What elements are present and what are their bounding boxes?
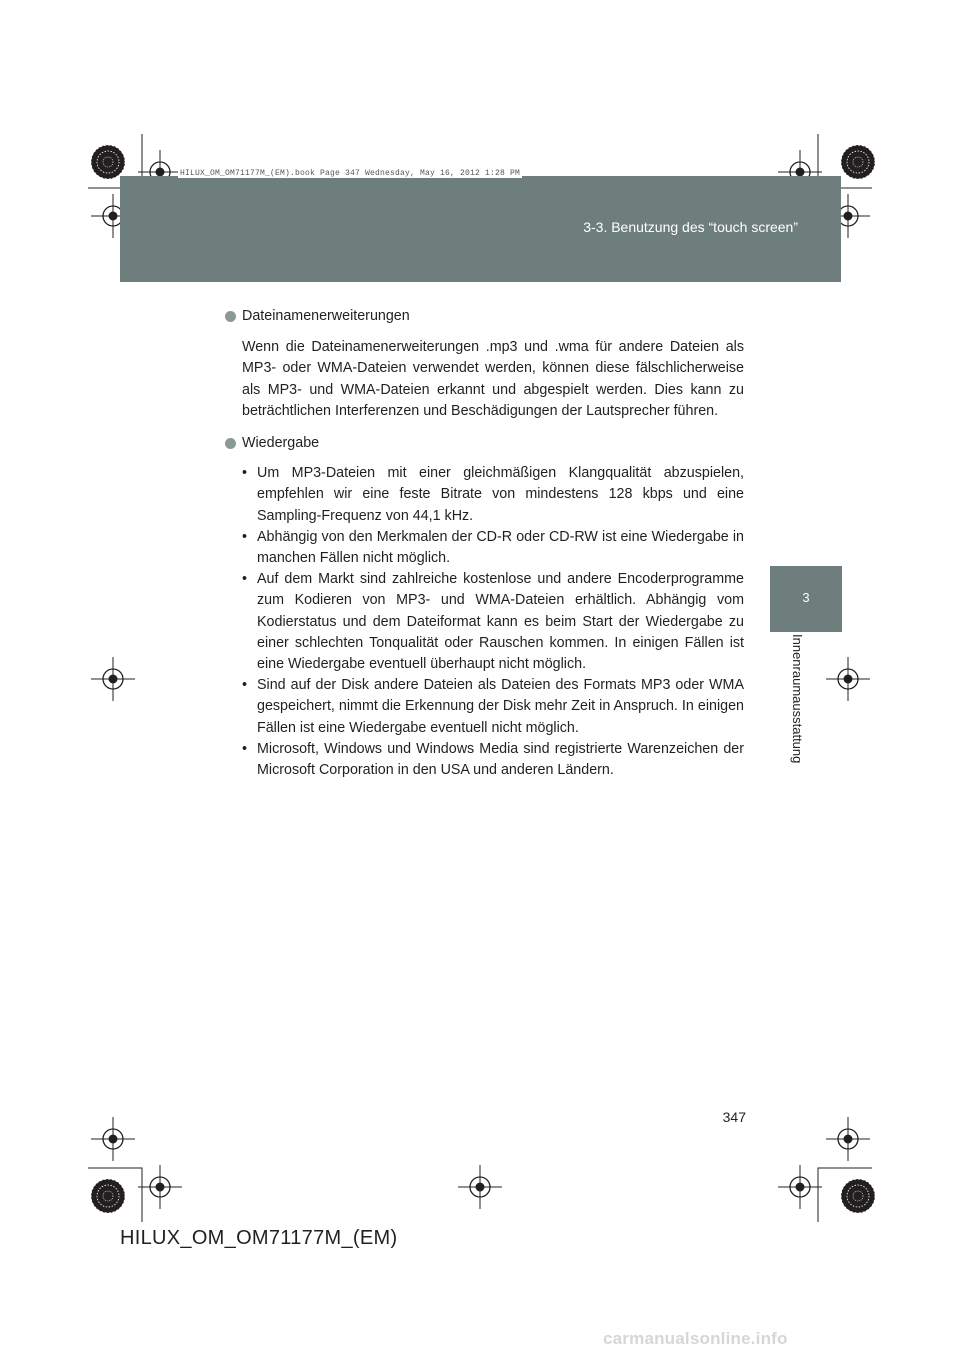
list-item-text: Abhängig von den Merkmalen der CD-R oder CD-RW ist eine Wiedergabe in manchen Fällen nicht möglich. bbox=[257, 528, 744, 567]
chapter-label bbox=[790, 634, 815, 834]
list-item bbox=[242, 527, 744, 569]
chapter-tab bbox=[770, 566, 842, 632]
list-bullet-icon: • bbox=[242, 571, 248, 588]
crosshair-icon bbox=[138, 1165, 182, 1209]
section-heading-file-extensions bbox=[224, 306, 744, 327]
list-item bbox=[242, 463, 744, 527]
crosshair-icon bbox=[826, 657, 870, 701]
list-bullet-icon: • bbox=[242, 740, 248, 757]
list-item bbox=[242, 675, 744, 739]
section-heading-playback bbox=[224, 433, 744, 454]
star-target-icon bbox=[841, 1179, 875, 1213]
list-item-text: Um MP3-Dateien mit einer gleichmäßigen Klangqualität abzuspielen, empfehlen wir eine feste Bitrate von mindestens 128 kbps und eine Sampling-Frequenz von 44,1 kHz. bbox=[257, 465, 744, 524]
star-target-icon bbox=[91, 145, 125, 179]
page-number: 347 bbox=[722, 1109, 746, 1125]
list-item bbox=[242, 739, 744, 781]
chapter-number: 3 bbox=[802, 590, 810, 605]
star-target-icon bbox=[91, 1179, 125, 1213]
star-target-icon bbox=[841, 145, 875, 179]
heading-text: Wiedergabe bbox=[242, 435, 320, 452]
playback-list bbox=[242, 463, 744, 781]
list-bullet-icon: • bbox=[242, 677, 248, 694]
crosshair-icon bbox=[778, 1165, 822, 1209]
section-title: 3-3. Benutzung des “touch screen” bbox=[583, 219, 798, 235]
crosshair-icon bbox=[91, 657, 135, 701]
page-content bbox=[224, 306, 744, 781]
chapter-label-text: Innenraumausstattung bbox=[790, 634, 805, 764]
list-item-text: Auf dem Markt sind zahlreiche kostenlose und andere Encoderprogramme zum Kodieren von MP3- und WMA-Dateien erhältlich. Abhängig vom Kodierstatus und dem Dateiformat kann es beim Start der Wiedergabe zu einer schlechten Tonqualität oder Rauschen kommen. In einigen Fällen ist eine Wiedergabe eventuell überhaupt nicht möglich. bbox=[257, 571, 744, 673]
crosshair-icon bbox=[91, 1117, 135, 1161]
crosshair-icon bbox=[458, 1165, 502, 1209]
circle-bullet-icon bbox=[225, 438, 236, 449]
book-meta-line: HILUX_OM_OM71177M_(EM).book Page 347 Wednesday, May 16, 2012 1:28 PM bbox=[180, 169, 521, 178]
list-item-text: Microsoft, Windows und Windows Media sind registrierte Warenzeichen der Microsoft Corporation in den USA und anderen Ländern. bbox=[257, 740, 744, 779]
list-item bbox=[242, 569, 744, 675]
watermark: carmanualsonline.info bbox=[603, 1329, 788, 1348]
document-code: HILUX_OM_OM71177M_(EM) bbox=[120, 1227, 398, 1249]
crosshair-icon bbox=[826, 1117, 870, 1161]
paragraph-file-extensions: Wenn die Dateinamenerweiterungen .mp3 und .wma für andere Dateien als MP3- oder WMA-Dateien verwendet werden, können diese fälschlicherweise als MP3- und WMA-Dateien erkannt und abgespielt werden. Dies kann zu beträchtlichen Interferenzen und Beschädigungen der Lautsprecher führen. bbox=[242, 339, 744, 419]
circle-bullet-icon bbox=[225, 311, 236, 322]
list-item-text: Sind auf der Disk andere Dateien als Dateien des Formats MP3 oder WMA gespeichert, nimmt die Erkennung der Disk mehr Zeit in Anspruch. In einigen Fällen ist eine Wiedergabe eventuell nicht möglich. bbox=[257, 677, 744, 736]
heading-text: Dateinamenerweiterungen bbox=[242, 308, 410, 324]
list-bullet-icon: • bbox=[242, 528, 248, 545]
list-bullet-icon: • bbox=[242, 465, 248, 482]
